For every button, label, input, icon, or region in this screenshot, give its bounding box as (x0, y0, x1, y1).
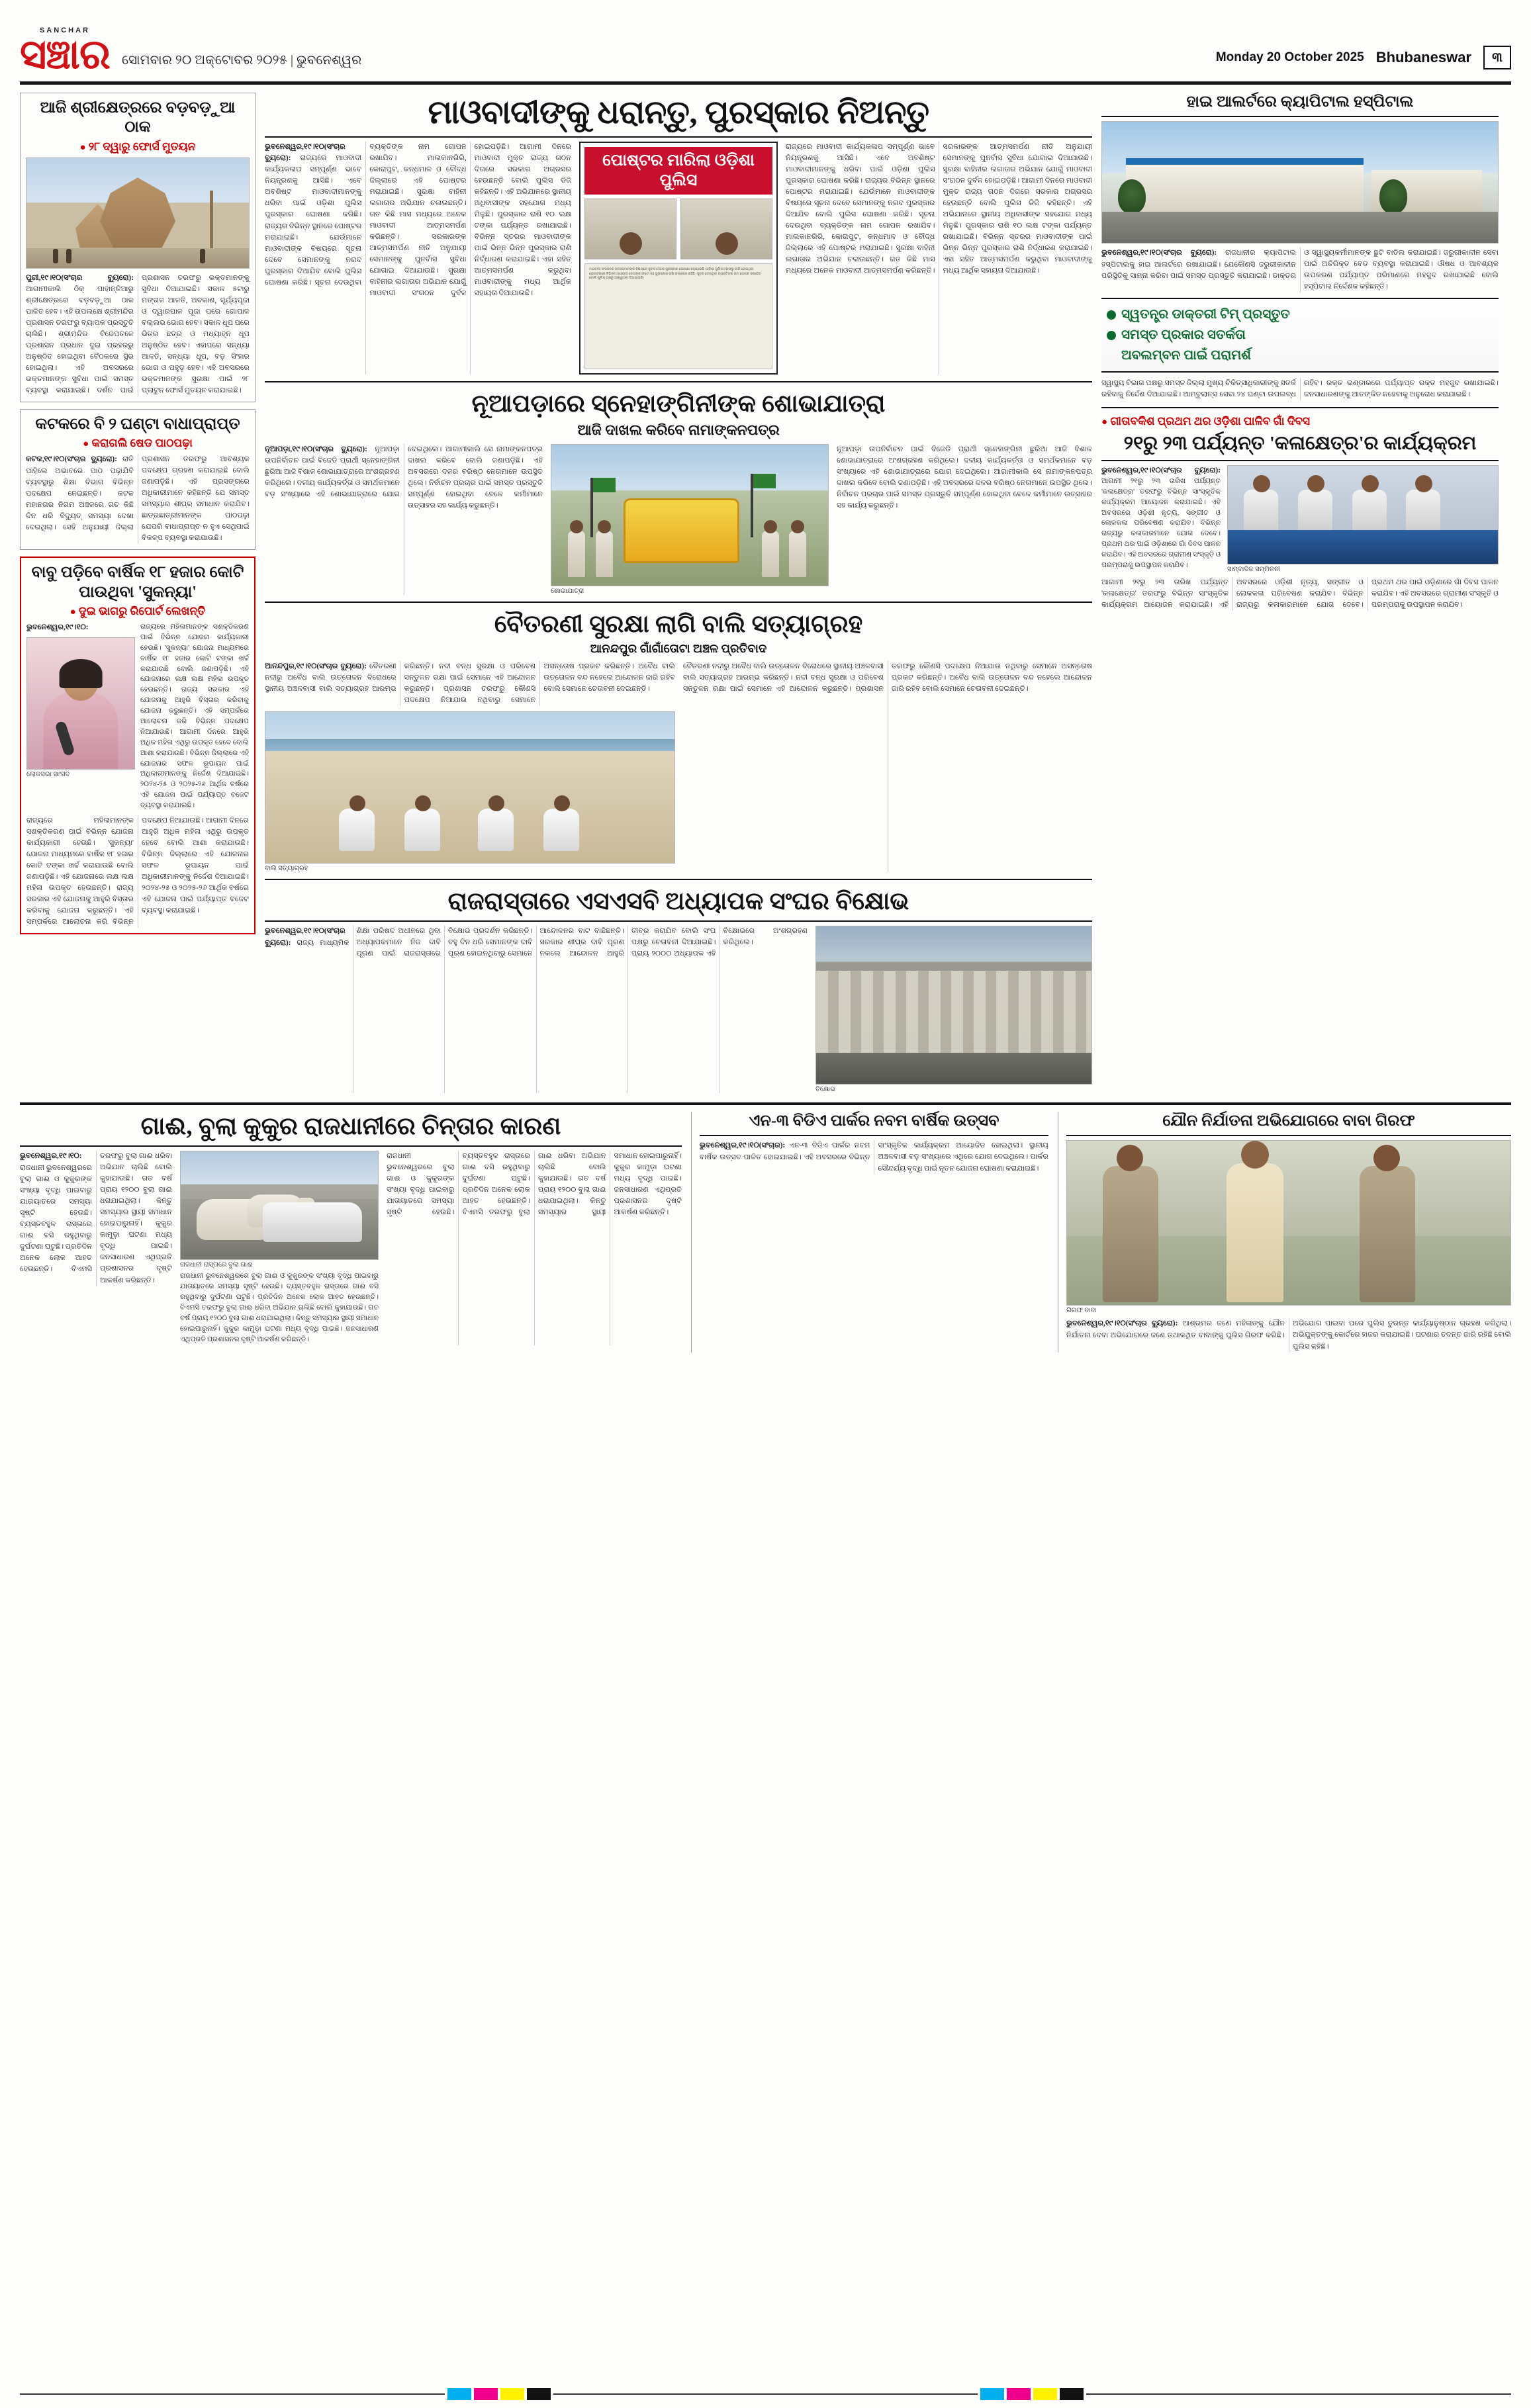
article-park (691, 1112, 1048, 1352)
photo-tree (1118, 179, 1146, 214)
article-cuttack-kicker (26, 437, 250, 450)
article-kalakshetra-kicker-text: ଗୀତାବକିଶ ପ୍ରଥମ ଥର ଓଡ଼ିଶା ପାଳିବ ଗାଁ ଦିବସ (1110, 415, 1311, 428)
photo-table (1228, 530, 1498, 563)
article-sukanya (20, 557, 255, 934)
photo-float-cart (624, 498, 740, 563)
right-column (1101, 93, 1499, 1093)
article-arrest-caption: ଗିରଫ ବାବା (1066, 1307, 1097, 1315)
masthead-right (1216, 46, 1511, 75)
photo-person (200, 249, 205, 263)
divider (20, 1145, 682, 1147)
article-cuttack-headline: କଟକରେ ବି ୨ ଘଣ୍ଟା ବାଧାପ୍ରାପ୍ତ (35, 416, 240, 433)
photo-person-head (1373, 1145, 1400, 1171)
hospital-highlights (1101, 298, 1499, 373)
article-arrest-headline: ଯୌନ ନିର୍ଯାତନା ଅଭିଯୋଗରେ ବାବା ଗିରଫ (1162, 1112, 1415, 1130)
article-ssb-headline: ରାଜରାସ୍ତାରେ ଏସଏସବି ଅଧ୍ୟାପକ ସଂଘର ବିକ୍ଷୋଭ (447, 888, 909, 916)
color-swatch-magenta (1007, 2388, 1031, 2400)
left-column (20, 93, 255, 1093)
photo-person-head (764, 520, 777, 533)
article-rally-photo (551, 444, 829, 586)
article-cows-layout (20, 1151, 682, 1345)
photo-person-head (716, 232, 738, 255)
article-sukanya-photo (26, 637, 135, 770)
article-cows-text: ରାଜଧାନୀ ଭୁବନେଶ୍ୱରରେ ବୁଲା ଗାଈ ଓ କୁକୁରଙ୍କ ସଂଖ୍ୟା ବୃଦ୍ଧି ପାଇବାରୁ ଯାତାୟାତରେ ସମସ୍ୟା ସୃଷ୍ଟି ହେଉଛି। ବ୍ୟସ୍ତବହୁଳ ରାସ୍ତାରେ ଗାଈ ବସି ରହୁଥିବାରୁ ଦୁର୍ଘଟଣା ଘଟୁଛି। ପ୍ରତିଦିନ ଅନେକ ଲୋକ ଆହତ ହେଉଛନ୍ତି। ବିଏମସି ତରଫରୁ ବୁଲା ଗାଈ ଧରିବା ଅଭିଯାନ ଚାଲିଛି ବୋଲି କୁହାଯାଉଛି। ଗତ ବର୍ଷ ପ୍ରାୟ ୧୨୦୦ ବୁଲା ଗାଈ ଧରାଯାଇଥିଲା। କିନ୍ତୁ ସମସ୍ୟାର ସ୍ଥାୟୀ ସମାଧାନ ହୋଇପାରୁନାହିଁ। କୁକୁର କାମୁଡ଼ା ଘଟଣା ମଧ୍ୟ ବୃଦ୍ଧି ପାଇଛି। ଜନସାଧାରଣ ଏଥିପ୍ରତି ପ୍ରଶାସନର ଦୃଷ୍ଟି ଆକର୍ଷଣ କରିଛନ୍ତି। (20, 1152, 172, 1284)
article-hospital-text: ରାଜଧାନୀର କ୍ୟାପିଟାଲ ହସ୍ପିଟାଲକୁ ହାଇ ଆଲର୍ଟରେ ରଖାଯାଇଛି। ଯେକୌଣସି ଜରୁରୀକାଳୀନ ପରିସ୍ଥିତିକୁ ସାମ୍ନା କରିବା ପାଇଁ ସମସ୍ତ ପ୍ରସ୍ତୁତି କରାଯାଇଛି। ଡାକ୍ତର ଓ ସ୍ୱାସ୍ଥ୍ୟକର୍ମୀମାନଙ୍କ ଛୁଟି ବାତିଲ କରାଯାଇଛି। ଜରୁରୀକାଳୀନ ସେବା ପାଇଁ ଅତିରିକ୍ତ ବେଡ ବ୍ୟବସ୍ଥା କରାଯାଇଛି। ଔଷଧ ଓ ଆବଶ୍ୟକ ଉପକରଣ ପର୍ଯ୍ୟାପ୍ତ ପରିମାଣରେ ମହଜୁଦ ରଖାଯାଇଛି ବୋଲି ହସ୍ପିଟାଲ ନିର୍ଦ୍ଦେଶକ କହିଛନ୍ତି। (1101, 249, 1499, 291)
poster-inset (579, 142, 778, 375)
article-kalakshetra-headline: ୨୧ରୁ ୨୩ ପର୍ଯ୍ୟନ୍ତ 'କଳାକ୍ଷେତ୍ର'ର କାର୍ଯ୍ୟକ୍ରମ (1123, 433, 1477, 455)
photo-road (816, 1053, 1091, 1085)
photo-person-head (1307, 475, 1324, 492)
hospital-highlight-label: ସ୍ୱତନ୍ତ୍ର ଡାକ୍ତରୀ ଟିମ୍ ପ୍ରସ୍ତୁତ (1121, 307, 1290, 322)
photo-car (263, 1202, 362, 1242)
article-kalakshetra (1101, 415, 1499, 610)
photo-person-hair (60, 659, 103, 688)
article-temple-kicker-text: ୨୮ ଦ୍ୱାରୁ ଫୋର୍ସ ମୁତୟନ (88, 140, 196, 153)
bullet-icon: ● (83, 439, 89, 450)
photo-road (1102, 212, 1498, 244)
article-river-photo (265, 711, 675, 864)
article-hospital-after: ସ୍ୱାସ୍ଥ୍ୟ ବିଭାଗ ପକ୍ଷରୁ ସମସ୍ତ ଜିଲ୍ଲା ମୁଖ୍ୟ ଚିକିତ୍ସାଧିକାରୀଙ୍କୁ ସତର୍କ ରହିବାକୁ ନିର୍ଦ୍ଦେଶ ଦିଆଯାଇଛି। ଆମ୍ବୁଲାନ୍ସ ସେବା ୨୪ ଘଣ୍ଟା ଉପଲବ୍ଧ ରହିବ। ରକ୍ତ ଭଣ୍ଡାରରେ ପର୍ଯ୍ୟାପ୍ତ ରକ୍ତ ମହଜୁଦ ରଖାଯାଇଛି। ଜନସାଧାରଣଙ୍କୁ ଆତଙ୍କିତ ନହେବାକୁ ଅନୁରୋଧ କରାଯାଇଛି। (1101, 379, 1499, 399)
masthead-date-odia: ସୋମବାର ୨୦ ଅକ୍ଟୋବର ୨୦୨୫ | ଭୁବନେଶ୍ୱର (121, 53, 362, 67)
article-rally-headline: ନୂଆପଡ଼ାରେ ସ୍ନେହାଙ୍ଗିନୀଙ୍କ ଶୋଭାଯାତ୍ରା (471, 390, 886, 418)
article-hospital-dateline: ଭୁବନେଶ୍ୱର,୧୯।୧୦(ସଂଚାର ବ୍ୟୁରୋ): (1101, 249, 1217, 257)
article-ssb-photo (815, 926, 1092, 1085)
poster-photo-2 (680, 199, 772, 259)
article-arrest-photo (1066, 1140, 1511, 1306)
article-cuttack-body (26, 454, 250, 544)
article-river-body (265, 661, 675, 706)
article-arrest (1058, 1112, 1511, 1352)
article-cuttack (20, 409, 255, 550)
article-rally-photo-wrap (551, 444, 829, 595)
article-cows-photo-wrap (180, 1151, 379, 1345)
article-park-text: ଏନ-୩ ବିଡିଏ ପାର୍କର ନବମ ବାର୍ଷିକ ଉତ୍ସବ ପାଳିତ ହୋଇଯାଇଛି। ଏହି ଅବସରରେ ବିଭିନ୍ନ ସାଂସ୍କୃତିକ କାର୍ଯ୍ୟକ୍ରମ ଆୟୋଜିତ ହୋଇଥିଲା। ସ୍ଥାନୀୟ ଅଞ୍ଚଳବାସୀ ବଡ଼ ସଂଖ୍ୟାରେ ଏଥିରେ ଯୋଗ ଦେଇଥିଲେ। ପାର୍କର ସୌନ୍ଦର୍ଯ୍ୟ ବୃଦ୍ଧି ପାଇଁ ନୂତନ ଯୋଜନା ଘୋଷଣା କରାଯାଇଛି। (700, 1141, 1048, 1173)
color-swatch-cyan (447, 2388, 471, 2400)
article-sukanya-topblock (26, 622, 249, 811)
article-maoist-headline: ମାଓବାଦୀଙ୍କୁ ଧରାନ୍ତୁ, ପୁରସ୍କାର ନିଅନ୍ତୁ (428, 94, 929, 130)
article-rally-text: ନୂଆପଡ଼ା ଉପନିର୍ବାଚନ ପାଇଁ ବିଜେଡି ପ୍ରାର୍ଥୀ ସ୍ନେହାଙ୍ଗିନୀ ଛୁରିଆ ଆଜି ବିଶାଳ ଶୋଭାଯାତ୍ରାରେ ଅଂଶଗ୍ରହଣ କରିଥିଲେ। ଦଳୀୟ କାର୍ଯ୍ୟକର୍ତ୍ତା ଓ ସମର୍ଥକମାନେ ବଡ଼ ସଂଖ୍ୟାରେ ଏହି ଶୋଭାଯାତ୍ରାରେ ଯୋଗ ଦେଇଥିଲେ। ଆଗାମୀକାଲି ସେ ନାମାଙ୍କନପତ୍ର ଦାଖଲ କରିବେ ବୋଲି ଜଣାପଡ଼ିଛି। ଏହି ଅବସରରେ ଦଳର ବରିଷ୍ଠ ନେତାମାନେ ଉପସ୍ଥିତ ଥିଲେ। ନିର୍ବାଚନ ପ୍ରଚାର ପାଇଁ ସମସ୍ତ ପ୍ରସ୍ତୁତି ସମ୍ପୂର୍ଣ୍ଣ ହୋଇଥିବା ବେଳେ କର୍ମୀମାନେ ଉତ୍ସାହର ସହ କାର୍ଯ୍ୟ କରୁଛନ୍ତି। (265, 445, 543, 510)
article-river-subhead: ଆନନ୍ଦପୁର ଗାଁଗାଁତୋଟା ଅଞ୍ଚଳ ପ୍ରତିବାଦ (590, 642, 767, 656)
photo-flag (751, 474, 753, 537)
logo-text: ସଞ୍ଚାର (20, 32, 110, 78)
article-maoist-dateline: ଭୁବନେଶ୍ୱର,୧୯।୧୦(ସଂଚାର ବ୍ୟୁରୋ): (265, 142, 346, 163)
photo-river-sand (265, 751, 674, 863)
article-river-layout (265, 661, 1092, 872)
article-temple (20, 93, 255, 402)
article-ssb-caption: ବିକ୍ଷୋଭ (815, 1086, 836, 1094)
poster-title: ପୋଷ୍ଟର ମାରିଲା ଓଡ଼ିଶା ପୁଲିସ (584, 147, 772, 195)
article-cows-dateline: ଭୁବନେଶ୍ୱର,୧୯।୧୦: (20, 1152, 82, 1161)
bullet-icon: ● (79, 142, 86, 153)
article-river-caption: ବାଲି ସତ୍ୟାଗ୍ରହ (265, 865, 308, 873)
article-cows-lead (20, 1151, 172, 1286)
divider (265, 381, 1092, 382)
color-swatch-yellow (1033, 2388, 1057, 2400)
hospital-highlight-item (1105, 345, 1495, 366)
page-content (20, 93, 1511, 1093)
photo-person-head (791, 520, 804, 533)
photo-person-head (1241, 1141, 1269, 1169)
article-sukanya-kicker (26, 605, 249, 618)
article-arrest-dateline: ଭୁବନେଶ୍ୱର,୧୯।୧୦(ସଂଚାର ବ୍ୟୁରୋ): (1066, 1319, 1178, 1328)
article-park-headline: ଏନ-୩ ବିଡିଏ ପାର୍କର ନବମ ବାର୍ଷିକ ଉତ୍ସବ (749, 1112, 999, 1130)
article-kalakshetra-layout (1101, 465, 1499, 573)
divider (265, 602, 1092, 603)
color-swatch-cyan (980, 2388, 1004, 2400)
article-sukanya-kicker-text: ଦୁଇ ଭାଗରୁ ରିପୋର୍ଟ ଲେଖନ୍ତି (78, 604, 206, 617)
article-maoist (265, 93, 1092, 375)
article-ssb-photo-wrap (815, 926, 1092, 1093)
article-cows (20, 1112, 682, 1352)
color-swatch-yellow (500, 2388, 524, 2400)
article-hospital-headline: ହାଇ ଆଲର୍ଟରେ କ୍ୟାପିଟାଲ ହସ୍ପିଟାଲ (1186, 93, 1414, 111)
article-river-headline: ବୈତରଣୀ ସୁରକ୍ଷା ଲାଗି ବାଲି ସତ୍ୟାଗ୍ରହ (494, 610, 863, 638)
photo-person-head (1362, 475, 1379, 492)
photo-person-head (415, 795, 431, 811)
article-sukanya-caption: ଲୋକସଭା ସାଂସଦ (26, 771, 70, 779)
article-temple-text: ଆଗାମୀକାଲି ଠିକ୍ ପାହାନ୍ତିଆରୁ ଶ୍ରୀକ୍ଷେତ୍ରରେ ବଡ଼ବଡ଼ୁଆ ଠାକ ପାଳିତ ହେବ। ଏହି ଉପଲକ୍ଷେ ଶ୍ରୀମନ୍ଦିର ପ୍ରଶାସନ ତରଫରୁ ବ୍ୟାପକ ପ୍ରସ୍ତୁତି ଚାଲିଛି। ଶ୍ରୀମନ୍ଦିର ବିଜେପତଳେ ପ୍ରଶାସନ ପ୍ରଧାନ ଦୁଇ ପ୍ରହରରୁ ଅନୁଷ୍ଠିତ ହୋଇଥିବା ବୈଠକରେ ସ୍ଥିର ହୋଇଥିଲା। ଏହି ଅବସରରେ ଭକ୍ତମାନଙ୍କ ସୁବିଧା ପାଇଁ ସମସ୍ତ ବ୍ୟବସ୍ଥା କରାଯାଇଛି। ଦର୍ଶନ ପାଇଁ ପ୍ରଶାସନ ତରଫରୁ ଭକ୍ତମାନଙ୍କୁ ସୁବିଧା ଦିଆଯାଇଛି। ସକାଳ ୫ଟାରୁ ମଙ୍ଗଳ ଆଳତି, ଅବକାଶ, ସୂର୍ଯ୍ୟପୂଜା ଓ ଦ୍ୱାରପାଳ ପୂଜା ପରେ ଗୋପାଳ ବଲ୍ଲଭ ଭୋଗ ହେବ। ସକାଳ ଧୂପ ପରେ ଭିତର ଛତ୍ର ଓ ମଧ୍ୟାହ୍ନ ଧୂପ ଅନୁଷ୍ଠିତ ହେବ। ଏହାପରେ ସନ୍ଧ୍ୟା ଆଳତି, ସନ୍ଧ୍ୟା ଧୂପ, ବଡ଼ ସିଂହାର ଭୋଗ ଓ ପହୁଡ଼ ହେବ। ଏହି ଅବସରରେ ଭକ୍ତମାନଙ୍କ ସୁରକ୍ଷା ପାଇଁ ୨୮ ପ୍ଲାଟୁନ ଫୋର୍ସ ମୁତୟନ କରାଯାଇଛି। (26, 273, 250, 394)
article-cuttack-kicker-text: କରାଗଲି ଷେଡ ପାଠପଢ଼ା (91, 437, 193, 450)
masthead-date-english: Monday 20 October 2025 (1215, 50, 1364, 64)
photo-person-head (1253, 475, 1270, 492)
color-swatch-black (1060, 2388, 1084, 2400)
article-ssb (265, 887, 1092, 1093)
photo-person (53, 249, 58, 263)
article-river (265, 609, 1092, 872)
photo-person-head (1117, 1145, 1143, 1171)
article-hospital-photo (1101, 121, 1499, 244)
article-maoist-text: ରାଜ୍ୟରେ ମାଓବାଦୀ କାର୍ଯ୍ୟକଳାପ ସମ୍ପୂର୍ଣ୍ଣ ଭାବେ ନିୟନ୍ତ୍ରଣକୁ ଆସିଛି। ଏବେ ଅବଶିଷ୍ଟ ମାଓବାଦୀମାନଙ୍କୁ ଧରିବା ପାଇଁ ଓଡ଼ିଶା ପୁଲିସ ପୁରସ୍କାର ଘୋଷଣା କରିଛି। ରାଜ୍ୟର ବିଭିନ୍ନ ସ୍ଥାନରେ ପୋଷ୍ଟର ମରାଯାଇଛି। ଯେଉଁମାନେ ମାଓବାଦୀଙ୍କ ବିଷୟରେ ସୂଚନା ଦେବେ ସେମାନଙ୍କୁ ନଗଦ ପୁରସ୍କାର ଦିଆଯିବ ବୋଲି ପୁଲିସ ଘୋଷଣା କରିଛି। ସୂଚନା ଦେଉଥିବା ବ୍ୟକ୍ତିଙ୍କ ନାମ ଗୋପନ ରଖାଯିବ। ମାଲକାନଗିରି, କୋରାପୁଟ, କନ୍ଧମାଳ ଓ ବୌଦ୍ଧ ଜିଲ୍ଲାରେ ଏହି ପୋଷ୍ଟର ମରାଯାଇଛି। ସୁରକ୍ଷା ବାହିନୀ ଲଗାତାର ଅଭିଯାନ ଚଳାଉଛନ୍ତି। ଗତ କିଛି ମାସ ମଧ୍ୟରେ ଅନେକ ମାଓବାଦୀ ଆତ୍ମସମର୍ପଣ କରିଛନ୍ତି। ସରକାରଙ୍କ ଆତ୍ମସମର୍ପଣ ନୀତି ଅନୁଯାୟୀ ସେମାନଙ୍କୁ ପୁନର୍ବାସ ସୁବିଧା ଯୋଗାଇ ଦିଆଯାଉଛି। ସୁରକ୍ଷା ବାହିନୀର ଲଗାତାର ଅଭିଯାନ ଯୋଗୁଁ ମାଓବାଦୀ ସଂଗଠନ ଦୁର୍ବଳ ହୋଇପଡ଼ିଛି। ଆଗାମୀ ଦିନରେ ମାଓବାଦୀ ମୁକ୍ତ ରାଜ୍ୟ ଗଠନ ଦିଗରେ ସରକାର ଅଗ୍ରସର ହେଉଛନ୍ତି ବୋଲି ପୁଲିସ ଡିଜି କହିଛନ୍ତି। ଏହି ଅଭିଯାନରେ ସ୍ଥାନୀୟ ଅଧିବାସୀଙ୍କ ସହଯୋଗ ମଧ୍ୟ ମିଳୁଛି। ପୁରସ୍କାର ରାଶି ୧୦ ଲକ୍ଷ ଟଙ୍କା ପର୍ଯ୍ୟନ୍ତ ରଖାଯାଇଛି। ବିଭିନ୍ନ ସ୍ତରର ମାଓବାଦୀଙ୍କ ପାଇଁ ଭିନ୍ନ ଭିନ୍ନ ପୁରସ୍କାର ରାଶି ନିର୍ଦ୍ଧାରଣ କରାଯାଇଛି। ଏହା ସହିତ ଆତ୍ମସମର୍ପଣ କରୁଥିବା ମାଓବାଦୀଙ୍କୁ ମଧ୍ୟ ଆର୍ଥିକ ସହାୟତା ଦିଆଯାଉଛି। (265, 142, 571, 297)
article-temple-headline: ଆଜି ଶ୍ରୀକ୍ଷେତ୍ରରେ ବଡ଼ବଡ଼ୁଆ ଠାକ (40, 99, 236, 136)
divider (265, 879, 1092, 880)
article-park-body (700, 1140, 1048, 1174)
article-cows-body-rest: ରାଜଧାନୀ ଭୁବନେଶ୍ୱରରେ ବୁଲା ଗାଈ ଓ କୁକୁରଙ୍କ ସଂଖ୍ୟା ବୃଦ୍ଧି ପାଇବାରୁ ଯାତାୟାତରେ ସମସ୍ୟା ସୃଷ୍ଟି ହେଉଛି। ବ୍ୟସ୍ତବହୁଳ ରାସ୍ତାରେ ଗାଈ ବସି ରହୁଥିବାରୁ ଦୁର୍ଘଟଣା ଘଟୁଛି। ପ୍ରତିଦିନ ଅନେକ ଲୋକ ଆହତ ହେଉଛନ୍ତି। ବିଏମସି ତରଫରୁ ବୁଲା ଗାଈ ଧରିବା ଅଭିଯାନ ଚାଲିଛି ବୋଲି କୁହାଯାଉଛି। ଗତ ବର୍ଷ ପ୍ରାୟ ୧୨୦୦ ବୁଲା ଗାଈ ଧରାଯାଇଥିଲା। କିନ୍ତୁ ସମସ୍ୟାର ସ୍ଥାୟୀ ସମାଧାନ ହୋଇପାରୁନାହିଁ। କୁକୁର କାମୁଡ଼ା ଘଟଣା ମଧ୍ୟ ବୃଦ୍ଧି ପାଇଛି। ଜନସାଧାରଣ ଏଥିପ୍ରତି ପ୍ରଶାସନର ଦୃଷ୍ଟି ଆକର୍ଷଣ କରିଛନ୍ତି। (387, 1152, 682, 1217)
photo-ground (26, 248, 249, 268)
article-cows-caption: ରାଜଧାନୀ ରାସ୍ତାରେ ବୁଲା ଗାଈ (180, 1261, 253, 1269)
article-cows-photo (180, 1151, 379, 1260)
hospital-highlight-label: ଅବଲମ୍ବନ ପାଇଁ ପରାମର୍ଶ (1121, 348, 1252, 363)
poster-document-text: ମାଓବାଦୀ ସଂଗଠନର ସଦସ୍ୟମାନଙ୍କ ବିଷୟରେ ସୂଚନା ଦେଲେ ପୁରସ୍କାର ଘୋଷଣା କରାଯାଇଛି। ଓଡ଼ିଶା ପୁଲିସ ତରଫରୁ ଜାରି ହୋଇଥିବା ପୋଷ୍ଟରରେ ବିଭିନ୍ନ ମାଓବାଦୀ ନେତାଙ୍କ ଫଟୋ ସହ ପୁରସ୍କାର ରାଶି ଉଲ୍ଲେଖ ରହିଛି। ସୂଚନା ଦେଉଥିବା ବ୍ୟକ୍ତିଙ୍କ ନାମ ଗୋପନ ରଖାଯିବ ବୋଲି ପୁଲିସ ପକ୍ଷରୁ ଆଶ୍ୱାସନା ଦିଆଯାଇଛି। (584, 263, 772, 369)
article-cuttack-dateline: କଟକ,୧୯।୧୦(ସଂଚାର ବ୍ୟୁରୋ): (26, 455, 118, 464)
article-cows-headline: ଗାଈ, ବୁଲା କୁକୁର ରାଜଧାନୀରେ ଚିନ୍ତାର କାରଣ (140, 1113, 561, 1141)
article-river-left (265, 661, 675, 872)
article-kalakshetra-photo (1227, 465, 1499, 564)
article-maoist-body-left (265, 142, 571, 375)
hospital-highlight-item (1105, 304, 1495, 325)
article-river-text: ବୈତରଣୀ ନଦୀରୁ ଅବୈଧ ବାଲି ଉତ୍ତୋଳନ ବିରୋଧରେ ସ୍ଥାନୀୟ ଅଞ୍ଚଳବାସୀ ବାଲି ସତ୍ୟାଗ୍ରହ ଆରମ୍ଭ କରିଛନ୍ତି। ନଦୀ ବନ୍ଧ ସୁରକ୍ଷା ଓ ପରିବେଶ ସନ୍ତୁଳନ ରକ୍ଷା ପାଇଁ ସେମାନେ ଏହି ଆନ୍ଦୋଳନ କରୁଛନ୍ତି। ପ୍ରଶାସନ ତରଫରୁ କୌଣସି ପଦକ୍ଷେପ ନିଆଯାଉ ନଥିବାରୁ ସେମାନେ ଅସନ୍ତୋଷ ପ୍ରକଟ କରିଛନ୍ତି। ଅବୈଧ ବାଲି ଉତ୍ତୋଳନ ବନ୍ଦ ନହେଲେ ଆନ୍ଦୋଳନ ଜାରି ରହିବ ବୋଲି ସେମାନେ ଚେତାବନୀ ଦେଇଛନ୍ତି। (265, 662, 675, 705)
article-kalakshetra-photo-wrap (1227, 465, 1499, 573)
article-rally-layout (265, 444, 1092, 595)
article-ssb-body (265, 926, 808, 1093)
article-rally-body-right: ନୂଆପଡ଼ା ଉପନିର୍ବାଚନ ପାଇଁ ବିଜେଡି ପ୍ରାର୍ଥୀ ସ୍ନେହାଙ୍ଗିନୀ ଛୁରିଆ ଆଜି ବିଶାଳ ଶୋଭାଯାତ୍ରାରେ ଅଂଶଗ୍ରହଣ କରିଥିଲେ। ଦଳୀୟ କାର୍ଯ୍ୟକର୍ତ୍ତା ଓ ସମର୍ଥକମାନେ ବଡ଼ ସଂଖ୍ୟାରେ ଏହି ଶୋଭାଯାତ୍ରାରେ ଯୋଗ ଦେଇଥିଲେ। ଆଗାମୀକାଲି ସେ ନାମାଙ୍କନପତ୍ର ଦାଖଲ କରିବେ ବୋଲି ଜଣାପଡ଼ିଛି। ଏହି ଅବସରରେ ଦଳର ବରିଷ୍ଠ ନେତାମାନେ ଉପସ୍ଥିତ ଥିଲେ। ନିର୍ବାଚନ ପ୍ରଚାର ପାଇଁ ସମସ୍ତ ପ୍ରସ୍ତୁତି ସମ୍ପୂର୍ଣ୍ଣ ହୋଇଥିବା ବେଳେ କର୍ମୀମାନେ ଉତ୍ସାହର ସହ କାର୍ଯ୍ୟ କରୁଛନ୍ତି। (837, 445, 1092, 510)
article-sukanya-dateline: ଭୁବନେଶ୍ୱର,୧୯।୧୦: (26, 623, 89, 631)
photo-person-head (570, 520, 583, 533)
color-swatch-magenta (474, 2388, 498, 2400)
divider (700, 1135, 1048, 1136)
article-sukanya-intro (26, 622, 135, 633)
photo-flagpole (210, 191, 213, 247)
poster-box (579, 142, 778, 375)
bullet-dot-icon (1107, 331, 1116, 340)
registration-line (553, 2393, 978, 2395)
article-park-dateline: ଭୁବନେଶ୍ୱର,୧୯।୧୦(ସଂଚାର): (700, 1141, 786, 1150)
article-sukanya-sidecol: ରାଜ୍ୟରେ ମହିଳାମାନଙ୍କ ସଶକ୍ତିକରଣ ପାଇଁ ବିଭିନ୍ନ ଯୋଜନା କାର୍ଯ୍ୟକାରୀ ହେଉଛି। 'ସୁକନ୍ୟା' ଯୋଜନା ମାଧ୍ୟମରେ ବାର୍ଷିକ ୧୮ ହଜାର କୋଟି ଟଙ୍କା ଖର୍ଚ୍ଚ କରାଯାଉଛି ବୋଲି ଜଣାପଡ଼ିଛି। ଏହି ଯୋଜନାରେ ଲକ୍ଷ ଲକ୍ଷ ମହିଳା ଉପକୃତ ହେଉଛନ୍ତି। ରାଜ୍ୟ ସରକାର ଏହି ଯୋଜନାକୁ ଆହୁରି ବିସ୍ତାର କରିବାକୁ ଯୋଜନା କରୁଛନ୍ତି। ଏହି ସମ୍ପର୍କରେ ଆଲୋଚନା କରି ବିଭିନ୍ନ ପଦକ୍ଷେପ ନିଆଯାଉଛି। ଆଗାମୀ ଦିନରେ ଆହୁରି ଅଧିକ ମହିଳା ଏଥିରୁ ଉପକୃତ ହେବେ ବୋଲି ଆଶା କରାଯାଉଛି। ବିଭିନ୍ନ ଜିଲ୍ଲାରେ ଏହି ଯୋଜନାର ସଫଳ ରୂପାୟନ ପାଇଁ ଅଧିକାରୀମାନଙ୍କୁ ନିର୍ଦ୍ଦେଶ ଦିଆଯାଇଛି। ୨୦୨୪-୨୫ ଓ ୨୦୨୫-୨୬ ଆର୍ଥିକ ବର୍ଷରେ ଏହି ଯୋଜନା ପାଇଁ ପର୍ଯ୍ୟାପ୍ତ ବଜେଟ ବ୍ୟବସ୍ଥା କରାଯାଇଛି। (140, 623, 249, 810)
article-kalakshetra-kicker (1101, 415, 1499, 428)
article-cows-text-under: ରାଜଧାନୀ ଭୁବନେଶ୍ୱରରେ ବୁଲା ଗାଈ ଓ କୁକୁରଙ୍କ ସଂଖ୍ୟା ବୃଦ୍ଧି ପାଇବାରୁ ଯାତାୟାତରେ ସମସ୍ୟା ସୃଷ୍ଟି ହେଉଛି। ବ୍ୟସ୍ତବହୁଳ ରାସ୍ତାରେ ଗାଈ ବସି ରହୁଥିବାରୁ ଦୁର୍ଘଟଣା ଘଟୁଛି। ପ୍ରତିଦିନ ଅନେକ ଲୋକ ଆହତ ହେଉଛନ୍ତି। ବିଏମସି ତରଫରୁ ବୁଲା ଗାଈ ଧରିବା ଅଭିଯାନ ଚାଲିଛି ବୋଲି କୁହାଯାଉଛି। ଗତ ବର୍ଷ ପ୍ରାୟ ୧୨୦୦ ବୁଲା ଗାଈ ଧରାଯାଇଥିଲା। କିନ୍ତୁ ସମସ୍ୟାର ସ୍ଥାୟୀ ସମାଧାନ ହୋଇପାରୁନାହିଁ। କୁକୁର କାମୁଡ଼ା ଘଟଣା ମଧ୍ୟ ବୃଦ୍ଧି ପାଇଛି। ଜନସାଧାରଣ ଏଥିପ୍ରତି ପ୍ରଶାସନର ଦୃଷ୍ଟି ଆକର୍ଷଣ କରିଛନ୍ତି। (180, 1272, 379, 1343)
article-cows-col1 (20, 1151, 172, 1345)
article-hospital (1101, 93, 1499, 400)
bullet-dot-icon (1107, 310, 1116, 320)
bullet-icon: ● (1101, 417, 1108, 428)
registration-line (1086, 2393, 1511, 2395)
article-rally-body-left (265, 444, 543, 595)
photo-person-head (554, 795, 570, 811)
photo-person-head (349, 795, 365, 811)
masthead (20, 16, 1511, 85)
photo-person-body (43, 690, 118, 769)
logo-subtitle: SANCHAR (39, 26, 90, 35)
article-river-body-right: ବୈତରଣୀ ନଦୀରୁ ଅବୈଧ ବାଲି ଉତ୍ତୋଳନ ବିରୋଧରେ ସ୍ଥାନୀୟ ଅଞ୍ଚଳବାସୀ ବାଲି ସତ୍ୟାଗ୍ରହ ଆରମ୍ଭ କରିଛନ୍ତି। ନଦୀ ବନ୍ଧ ସୁରକ୍ଷା ଓ ପରିବେଶ ସନ୍ତୁଳନ ରକ୍ଷା ପାଇଁ ସେମାନେ ଏହି ଆନ୍ଦୋଳନ କରୁଛନ୍ତି। ପ୍ରଶାସନ ତରଫରୁ କୌଣସି ପଦକ୍ଷେପ ନିଆଯାଉ ନଥିବାରୁ ସେମାନେ ଅସନ୍ତୋଷ ପ୍ରକଟ କରିଛନ୍ତି। ଅବୈଧ ବାଲି ଉତ୍ତୋଳନ ବନ୍ଦ ନହେଲେ ଆନ୍ଦୋଳନ ଜାରି ରହିବ ବୋଲି ସେମାନେ ଚେତାବନୀ ଦେଇଛନ୍ତି। (683, 662, 1092, 693)
photo-person-head (620, 232, 642, 255)
article-temple-kicker (26, 140, 250, 154)
divider (1101, 116, 1499, 117)
print-registration-bar (20, 2387, 1511, 2401)
article-temple-dateline: ପୁରୀ,୧୯।୧୦(ସଂଚାର ବ୍ୟୁରୋ): (26, 273, 134, 282)
article-maoist-layout (265, 142, 1092, 375)
masthead-left (20, 26, 362, 78)
photo-person (66, 249, 71, 263)
bullet-icon: ● (70, 606, 76, 617)
photo-tree (1379, 179, 1407, 214)
color-swatch-black (527, 2388, 551, 2400)
article-kalakshetra-body: ଆଗାମୀ ୨୧ରୁ ୨୩ ତାରିଖ ପର୍ଯ୍ୟନ୍ତ 'କଳାକ୍ଷେତ୍ର' ତରଫରୁ ବିଭିନ୍ନ ସାଂସ୍କୃତିକ କାର୍ଯ୍ୟକ୍ରମ ଆୟୋଜନ କରାଯାଇଛି। ଏହି ଅବସରରେ ଓଡ଼ିଶୀ ନୃତ୍ୟ, ସଙ୍ଗୀତ ଓ ଲୋକକଳା ପରିବେଷଣ କରାଯିବ। ବିଭିନ୍ନ ରାଜ୍ୟରୁ କଳାକାରମାନେ ଯୋଗ ଦେବେ। ପ୍ରଥମ ଥର ପାଇଁ ଓଡ଼ିଶାରେ ଗାଁ ଦିବସ ପାଳନ କରାଯିବ। ଏହି ଅବସରରେ ଗ୍ରାମୀଣ ସଂସ୍କୃତି ଓ ପରମ୍ପରାକୁ ଉପସ୍ଥାପନ କରାଯିବ। (1101, 578, 1499, 609)
photo-person-head (488, 795, 504, 811)
article-temple-body (26, 273, 250, 396)
article-hospital-body (1101, 247, 1499, 292)
divider (1101, 460, 1499, 461)
divider (1066, 1135, 1511, 1136)
divider (265, 920, 1092, 922)
poster-photos (584, 199, 772, 259)
article-kalakshetra-dateline: ଭୁବନେଶ୍ୱର,୧୯।୧୦(ସଂଚାର ବ୍ୟୁରୋ): (1101, 466, 1221, 474)
article-arrest-text: ଆଶ୍ରମର ଜଣେ ମହିଳାଙ୍କୁ ଯୌନ ନିର୍ଯାତନା ଦେବା ଅଭିଯୋଗରେ ଜଣେ ତଥାକଥିତ ବାବାଙ୍କୁ ପୁଲିସ ଗିରଫ କରିଛି। ଅଭିଯୋଗ ପାଇବା ପରେ ପୁଲିସ ତୁରନ୍ତ କାର୍ଯ୍ୟାନୁଷ୍ଠାନ ଗ୍ରହଣ କରିଥିଲା। ଅଭିଯୁକ୍ତଙ୍କୁ କୋର୍ଟରେ ହାଜର କରାଯାଇଛି। ଘଟଣାର ତଦନ୍ତ ଜାରି ରହିଛି ବୋଲି ପୁଲିସ କହିଛି। (1066, 1319, 1511, 1351)
article-sukanya-headline: ବାବୁ ପଡ଼ିବେ ବାର୍ଷିକ ୧୮ ହଜାର କୋଟି ପାଉଥିବା 'ସୁକନ୍ୟା' (31, 564, 244, 601)
main-column (265, 93, 1092, 1093)
article-rally-subhead: ଆଜି ଦାଖଲ କରିବେ ନାମାଙ୍କନପତ୍ର (577, 421, 780, 438)
article-kalakshetra-caption: ସାମ୍ବାଦିକ ସମ୍ମିଳନୀ (1227, 565, 1280, 573)
hospital-highlight-item (1105, 325, 1495, 345)
page-number: ୩ (1483, 46, 1511, 69)
divider (265, 136, 1092, 138)
photo-hospital-building (1126, 158, 1364, 212)
registration-line (20, 2393, 445, 2395)
article-rally-caption: ଶୋଭାଯାତ୍ରା (551, 587, 584, 595)
article-kalakshetra-body-left (1101, 465, 1221, 573)
article-ssb-layout (265, 926, 1092, 1093)
article-maoist-body-right: ରାଜ୍ୟରେ ମାଓବାଦୀ କାର୍ଯ୍ୟକଳାପ ସମ୍ପୂର୍ଣ୍ଣ ଭାବେ ନିୟନ୍ତ୍ରଣକୁ ଆସିଛି। ଏବେ ଅବଶିଷ୍ଟ ମାଓବାଦୀମାନଙ୍କୁ ଧରିବା ପାଇଁ ଓଡ଼ିଶା ପୁଲିସ ପୁରସ୍କାର ଘୋଷଣା କରିଛି। ରାଜ୍ୟର ବିଭିନ୍ନ ସ୍ଥାନରେ ପୋଷ୍ଟର ମରାଯାଇଛି। ଯେଉଁମାନେ ମାଓବାଦୀଙ୍କ ବିଷୟରେ ସୂଚନା ଦେବେ ସେମାନଙ୍କୁ ନଗଦ ପୁରସ୍କାର ଦିଆଯିବ ବୋଲି ପୁଲିସ ଘୋଷଣା କରିଛି। ସୂଚନା ଦେଉଥିବା ବ୍ୟକ୍ତିଙ୍କ ନାମ ଗୋପନ ରଖାଯିବ। ମାଲକାନଗିରି, କୋରାପୁଟ, କନ୍ଧମାଳ ଓ ବୌଦ୍ଧ ଜିଲ୍ଲାରେ ଏହି ପୋଷ୍ଟର ମରାଯାଇଛି। ସୁରକ୍ଷା ବାହିନୀ ଲଗାତାର ଅଭିଯାନ ଚଳାଉଛନ୍ତି। ଗତ କିଛି ମାସ ମଧ୍ୟରେ ଅନେକ ମାଓବାଦୀ ଆତ୍ମସମର୍ପଣ କରିଛନ୍ତି। ସରକାରଙ୍କ ଆତ୍ମସମର୍ପଣ ନୀତି ଅନୁଯାୟୀ ସେମାନଙ୍କୁ ପୁନର୍ବାସ ସୁବିଧା ଯୋଗାଇ ଦିଆଯାଉଛି। ସୁରକ୍ଷା ବାହିନୀର ଲଗାତାର ଅଭିଯାନ ଯୋଗୁଁ ମାଓବାଦୀ ସଂଗଠନ ଦୁର୍ବଳ ହୋଇପଡ଼ିଛି। ଆଗାମୀ ଦିନରେ ମାଓବାଦୀ ମୁକ୍ତ ରାଜ୍ୟ ଗଠନ ଦିଗରେ ସରକାର ଅଗ୍ରସର ହେଉଛନ୍ତି ବୋଲି ପୁଲିସ ଡିଜି କହିଛନ୍ତି। ଏହି ଅଭିଯାନରେ ସ୍ଥାନୀୟ ଅଧିବାସୀଙ୍କ ସହଯୋଗ ମଧ୍ୟ ମିଳୁଛି। ପୁରସ୍କାର ରାଶି ୧୦ ଲକ୍ଷ ଟଙ୍କା ପର୍ଯ୍ୟନ୍ତ ରଖାଯାଇଛି। ବିଭିନ୍ନ ସ୍ତରର ମାଓବାଦୀଙ୍କ ପାଇଁ ଭିନ୍ନ ଭିନ୍ନ ପୁରସ୍କାର ରାଶି ନିର୍ଦ୍ଧାରଣ କରାଯାଇଛି। ଏହା ସହିତ ଆତ୍ମସମର୍ପଣ କରୁଥିବା ମାଓବାଦୀଙ୍କୁ ମଧ୍ୟ ଆର୍ଥିକ ସହାୟତା ଦିଆଯାଉଛି। (786, 142, 1092, 275)
hospital-highlight-label: ସମସ୍ତ ପ୍ରକାର ସତର୍କତା (1121, 328, 1246, 343)
article-sukanya-body: ରାଜ୍ୟରେ ମହିଳାମାନଙ୍କ ସଶକ୍ତିକରଣ ପାଇଁ ବିଭିନ୍ନ ଯୋଜନା କାର୍ଯ୍ୟକାରୀ ହେଉଛି। 'ସୁକନ୍ୟା' ଯୋଜନା ମାଧ୍ୟମରେ ବାର୍ଷିକ ୧୮ ହଜାର କୋଟି ଟଙ୍କା ଖର୍ଚ୍ଚ କରାଯାଉଛି ବୋଲି ଜଣାପଡ଼ିଛି। ଏହି ଯୋଜନାରେ ଲକ୍ଷ ଲକ୍ଷ ମହିଳା ଉପକୃତ ହେଉଛନ୍ତି। ରାଜ୍ୟ ସରକାର ଏହି ଯୋଜନାକୁ ଆହୁରି ବିସ୍ତାର କରିବାକୁ ଯୋଜନା କରୁଛନ୍ତି। ଏହି ସମ୍ପର୍କରେ ଆଲୋଚନା କରି ବିଭିନ୍ନ ପଦକ୍ଷେପ ନିଆଯାଉଛି। ଆଗାମୀ ଦିନରେ ଆହୁରି ଅଧିକ ମହିଳା ଏଥିରୁ ଉପକୃତ ହେବେ ବୋଲି ଆଶା କରାଯାଉଛି। ବିଭିନ୍ନ ଜିଲ୍ଲାରେ ଏହି ଯୋଜନାର ସଫଳ ରୂପାୟନ ପାଇଁ ଅଧିକାରୀମାନଙ୍କୁ ନିର୍ଦ୍ଦେଶ ଦିଆଯାଇଛି। ୨୦୨୪-୨୫ ଓ ୨୦୨୫-୨୬ ଆର୍ଥିକ ବର୍ଷରେ ଏହି ଯୋଜନା ପାଇଁ ପର୍ଯ୍ୟାପ୍ତ ବଜେଟ ବ୍ୟବସ୍ଥା କରାଯାଇଛି। (26, 816, 249, 926)
newspaper-logo (20, 26, 110, 78)
article-cuttack-text: ରାତି ପାହିଲେ ଅଭାବରେ ପାଠ ପଢ଼ାଯିବି ବ୍ୟବସ୍ଥାରୁ ଶିକ୍ଷା ବିଭାଗ ବିଭିନ୍ନ ପଦକ୍ଷେପ ନେଇଛନ୍ତି। କଟକ ମହାନଗର ନିଗମ ଅଞ୍ଚଳରେ ଗତ କିଛି ଦିନ ଧରି ବିଦ୍ୟୁତ୍ ସମସ୍ୟା ଦେଖା ଦେଇଥିଲା। ସେହି ଅନୁଯାୟୀ ଜିଲ୍ଲା ପ୍ରଶାସନ ତରଫରୁ ଆବଶ୍ୟକ ପଦକ୍ଷେପ ଗ୍ରହଣ କରାଯାଇଛି ବୋଲି ଜଣାପଡ଼ିଛି। ଏହି ପ୍ରସଙ୍ଗରେ ଅଧିକାରୀମାନେ କହିଛନ୍ତି ଯେ ସମସ୍ତ ସମସ୍ୟାର ଶୀଘ୍ର ସମାଧାନ କରାଯିବ। ଛାତ୍ରଛାତ୍ରୀମାନଙ୍କ ପାଠପଢ଼ା ଯେପରି ବାଧାପ୍ରାପ୍ତ ନ ହୁଏ ସେଥିପାଇଁ ବିକଳ୍ପ ବ୍ୟବସ୍ଥା କରାଯାଉଛି। (26, 455, 250, 543)
photo-person-head (1415, 475, 1432, 492)
masthead-city: Bhubaneswar (1375, 49, 1471, 66)
photo-tower-main (100, 177, 175, 247)
article-ssb-dateline: ଭୁବନେଶ୍ୱର,୧୯।୧୦(ସଂଚାର ବ୍ୟୁରୋ): (265, 927, 346, 947)
article-kalakshetra-text: ଆଗାମୀ ୨୧ରୁ ୨୩ ତାରିଖ ପର୍ଯ୍ୟନ୍ତ 'କଳାକ୍ଷେତ୍ର' ତରଫରୁ ବିଭିନ୍ନ ସାଂସ୍କୃତିକ କାର୍ଯ୍ୟକ୍ରମ ଆୟୋଜନ କରାଯାଇଛି। ଏହି ଅବସରରେ ଓଡ଼ିଶୀ ନୃତ୍ୟ, ସଙ୍ଗୀତ ଓ ଲୋକକଳା ପରିବେଷଣ କରାଯିବ। ବିଭିନ୍ନ ରାଜ୍ୟରୁ କଳାକାରମାନେ ଯୋଗ ଦେବେ। ପ୍ରଥମ ଥର ପାଇଁ ଓଡ଼ିଶାରେ ଗାଁ ଦିବସ ପାଳନ କରାଯିବ। ଏହି ଅବସରରେ ଗ୍ରାମୀଣ ସଂସ୍କୃତି ଓ ପରମ୍ପରାକୁ ଉପସ୍ଥାପନ କରାଯିବ। (1101, 477, 1221, 569)
article-river-dateline: ଆନନ୍ଦପୁର,୧୯।୧୦(ସଂଚାର ବ୍ୟୁରୋ): (265, 662, 367, 671)
article-arrest-body (1066, 1318, 1511, 1352)
article-rally (265, 389, 1092, 595)
poster-photo-1 (584, 199, 676, 259)
divider (1101, 407, 1499, 408)
photo-person-head (598, 520, 611, 533)
article-temple-photo (26, 157, 250, 269)
article-ssb-text: ରାଜ୍ୟ ମାଧ୍ୟମିକ ଶିକ୍ଷା ପରିଷଦ ଅଧୀନରେ ଥିବା ଅଧ୍ୟାପକମାନେ ନିଜ ଦାବି ପୂରଣ ପାଇଁ ରାଜରାସ୍ତାରେ ବିକ୍ଷୋଭ ପ୍ରଦର୍ଶନ କରିଛନ୍ତି। ବହୁ ଦିନ ଧରି ସେମାନଙ୍କ ଦାବି ପୂରଣ ହୋଇନଥିବାରୁ ସେମାନେ ଆନ୍ଦୋଳନର ବାଟ ବାଛିଛନ୍ତି। ସରକାର ଶୀଘ୍ର ଦାବି ପୂରଣ ନକଲେ ଆନ୍ଦୋଳନ ଆହୁରି ତୀବ୍ର କରାଯିବ ବୋଲି ସଂଘ ପକ୍ଷରୁ ଚେତାବନୀ ଦିଆଯାଇଛି। ପ୍ରାୟ ୨୦୦୦ ଅଧ୍ୟାପକ ଏହି ବିକ୍ଷୋଭରେ ଅଂଶଗ୍ରହଣ କରିଥିଲେ। (297, 927, 808, 958)
bottom-section (20, 1102, 1511, 1352)
article-rally-dateline: ନୂଆପଡ଼ା,୧୯।୧୦(ସଂଚାର ବ୍ୟୁରୋ): (265, 445, 367, 453)
photo-flag (590, 478, 593, 537)
